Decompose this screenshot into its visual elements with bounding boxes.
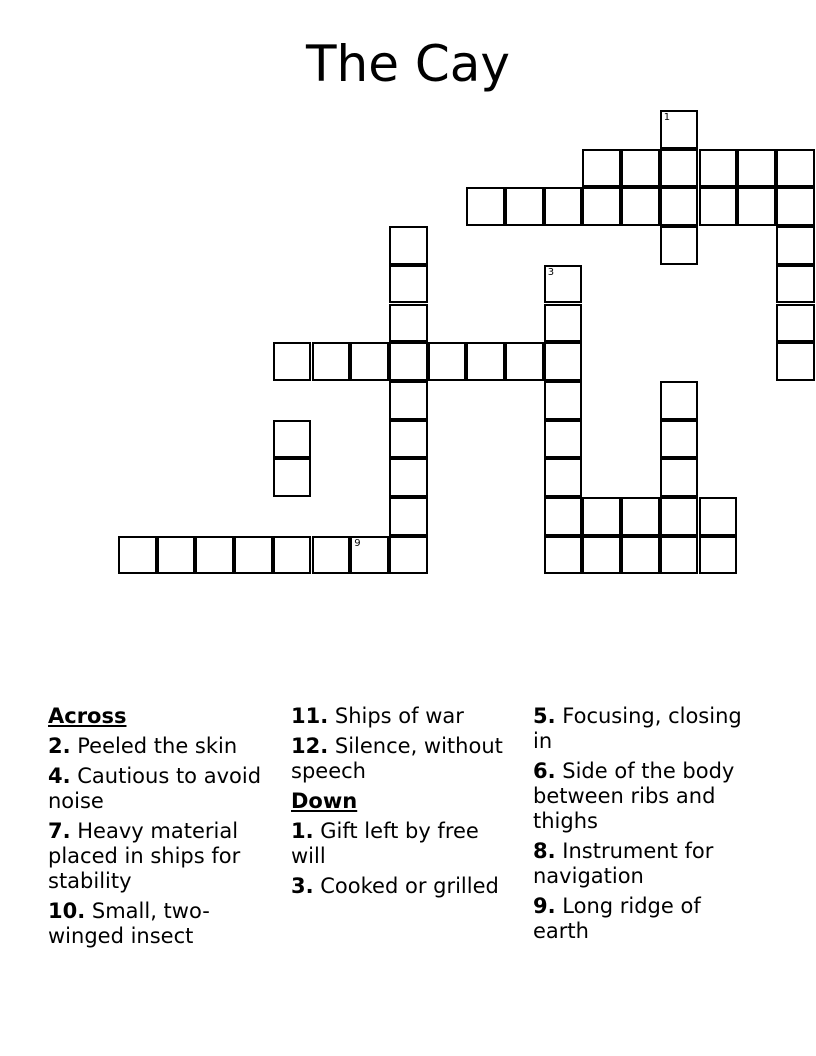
grid-cell[interactable] [699,187,738,226]
across-clue-list-continued [291,704,516,784]
grid-cell[interactable] [428,342,467,381]
down-clue-list [291,819,516,899]
grid-cell[interactable] [273,458,312,497]
clue-item [533,894,763,944]
grid-cell[interactable] [582,536,621,575]
grid-cell[interactable] [350,342,389,381]
grid-cell[interactable] [582,497,621,536]
clue-text: Long ridge of earth [533,894,701,943]
grid-cell[interactable] [389,497,428,536]
clue-item [291,734,516,784]
grid-cell[interactable] [466,342,505,381]
grid-cell[interactable] [660,149,699,188]
grid-cell[interactable] [699,149,738,188]
grid-cell[interactable] [544,265,583,304]
down-clue-list-continued [533,704,763,944]
grid-cell[interactable] [699,497,738,536]
grid-cell[interactable] [776,265,815,304]
grid-cell[interactable] [660,497,699,536]
grid-cell[interactable] [776,149,815,188]
grid-cell[interactable] [544,536,583,575]
clue-text: Side of the body between ribs and thighs [533,759,735,833]
grid-cell[interactable] [660,536,699,575]
clue-number: 5. [533,704,556,728]
cell-number: 3 [547,266,555,278]
clues-column-1 [48,704,273,954]
grid-cell[interactable] [776,342,815,381]
grid-cell[interactable] [389,226,428,265]
grid-cell[interactable] [350,536,389,575]
clues-column-2 [291,704,516,904]
clue-number: 8. [533,839,556,863]
grid-cell[interactable] [737,187,776,226]
grid-cell[interactable] [582,149,621,188]
clue-text: Ships of war [328,704,464,728]
grid-cell[interactable] [776,226,815,265]
grid-cell[interactable] [273,342,312,381]
grid-cell[interactable] [389,536,428,575]
clue-text: Cooked or grilled [313,874,499,898]
clue-text: Instrument for navigation [533,839,714,888]
grid-cell[interactable] [699,536,738,575]
clue-text: Gift left by free will [291,819,479,868]
cell-number: 9 [354,537,361,549]
grid-cell[interactable] [660,458,699,497]
grid-cell[interactable] [621,187,660,226]
clue-item [533,839,763,889]
clue-item [48,819,273,894]
grid-cell[interactable] [544,187,583,226]
clue-text: Heavy material placed in ships for stability [48,819,241,893]
clue-text: Silence, without speech [291,734,503,783]
clue-number: 6. [533,759,556,783]
clue-item [48,734,273,759]
clue-number: 10. [48,899,86,923]
grid-cell[interactable] [389,458,428,497]
grid-cell[interactable] [660,420,699,459]
grid-cell[interactable] [157,536,196,575]
clue-item [533,704,763,754]
clue-text: Cautious to avoid noise [48,764,262,813]
grid-cell[interactable] [582,187,621,226]
down-heading: Down [291,789,358,813]
grid-cell[interactable] [273,536,312,575]
clue-item [533,759,763,834]
grid-cell[interactable] [312,536,351,575]
cell-number: 1 [663,112,671,123]
clue-number: 7. [48,819,71,843]
clue-number: 9. [533,894,556,918]
clue-item [291,819,516,869]
grid-cell[interactable] [544,342,583,381]
across-clue-list [48,734,273,949]
grid-cell[interactable] [776,187,815,226]
clue-number: 4. [48,764,71,788]
grid-cell[interactable] [544,381,583,420]
clue-text: Small, two-winged insect [48,899,210,948]
grid-cell[interactable] [505,342,544,381]
grid-cell[interactable] [660,226,699,265]
grid-cell[interactable] [776,304,815,343]
grid-cell[interactable] [234,536,273,575]
grid-cell[interactable] [544,497,583,536]
clue-item [48,899,273,949]
puzzle-title: The Cay [305,35,511,93]
clues-column-3 [533,704,763,949]
clue-text: Peeled the skin [70,734,238,758]
grid-cell[interactable] [621,536,660,575]
clue-item [291,874,516,899]
clue-text: Focusing, closing in [533,704,742,753]
clue-number: 3. [291,874,314,898]
grid-cell[interactable] [660,110,699,149]
across-heading: Across [48,704,127,728]
grid-cell[interactable] [389,304,428,343]
clue-number: 12. [291,734,329,758]
grid-cell[interactable] [195,536,234,575]
grid-cell[interactable] [118,536,157,575]
grid-cell[interactable] [505,187,544,226]
grid-cell[interactable] [389,265,428,304]
grid-cell[interactable] [389,381,428,420]
grid-cell[interactable] [389,342,428,381]
grid-cell[interactable] [389,420,428,459]
grid-cell[interactable] [544,304,583,343]
grid-cell[interactable] [737,149,776,188]
grid-cell[interactable] [660,381,699,420]
grid-cell[interactable] [273,420,312,459]
clue-item [48,764,273,814]
grid-cell[interactable] [544,458,583,497]
grid-cell[interactable] [621,497,660,536]
grid-cell[interactable] [621,149,660,188]
clue-number: 11. [291,704,329,728]
grid-cell[interactable] [544,420,583,459]
clue-number: 2. [48,734,71,758]
clue-number: 1. [291,819,314,843]
grid-cell[interactable] [466,187,505,226]
clue-item [291,704,516,729]
grid-cell[interactable] [660,187,699,226]
grid-cell[interactable] [312,342,351,381]
